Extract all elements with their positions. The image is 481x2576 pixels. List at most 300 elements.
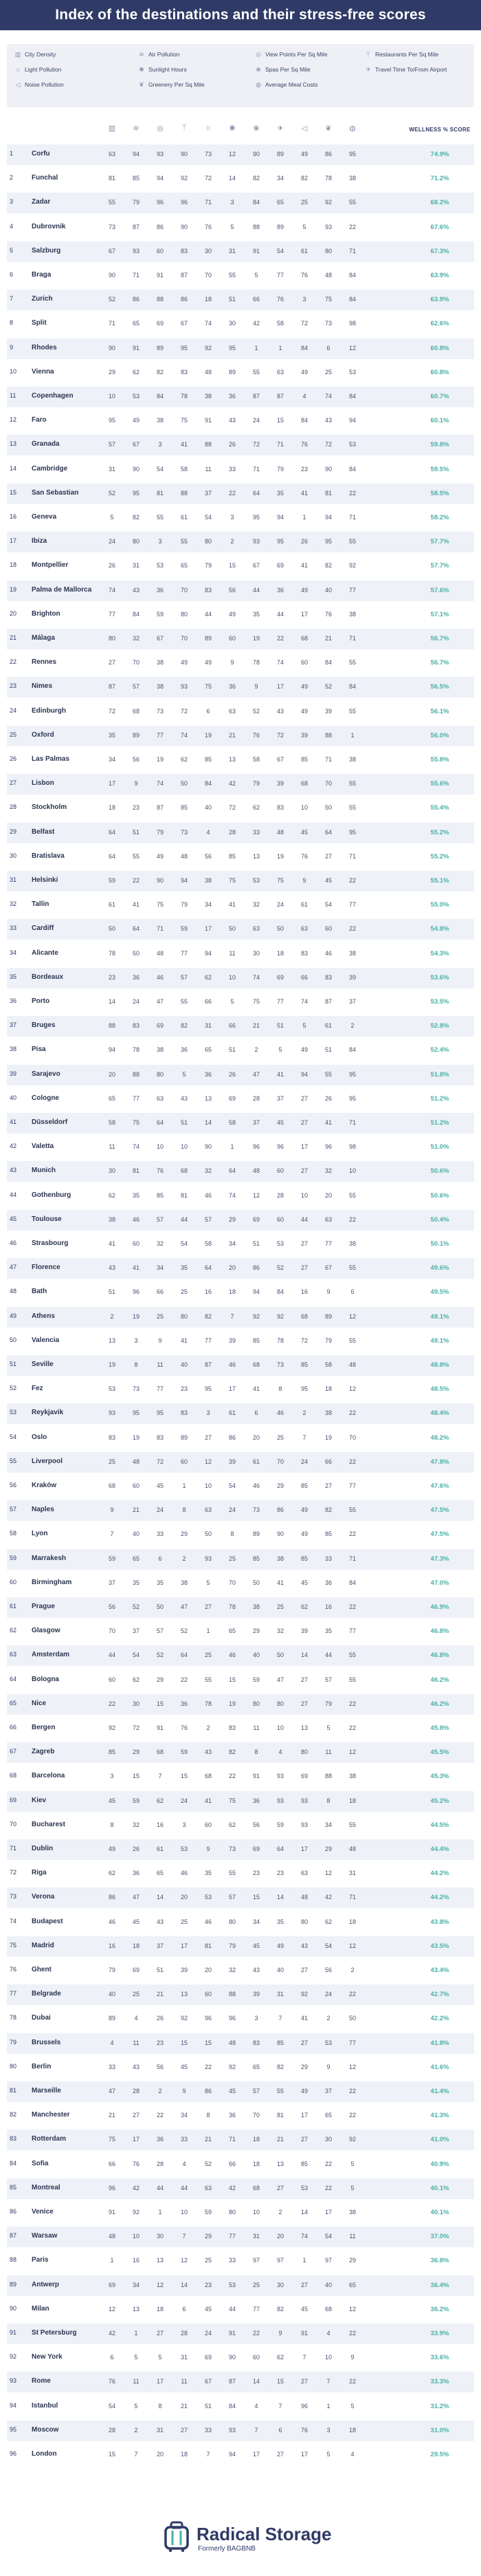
wellness-score: 53.6% [430,973,449,982]
metric-cell: 89 [252,1530,260,1538]
metric-cell: 38 [348,1773,356,1780]
table-row [7,1815,474,1836]
metric-cell: 95 [348,1094,356,1102]
city-name: Venice [32,2208,54,2216]
rank-cell: 49 [10,1312,17,1319]
metric-cell: 29 [324,1846,332,1852]
rank-cell: 38 [10,1046,17,1053]
rank-cell: 33 [10,924,17,932]
metric-cell: 41 [300,2015,308,2022]
metric-cell: 61 [108,901,115,909]
metric-cell: 49 [300,1046,308,1054]
metric-cell: 83 [276,804,284,812]
city-name: Porto [32,997,50,1005]
metric-cell: 6 [206,707,210,715]
city-name: Braga [32,271,52,279]
metric-cell: 91 [252,247,260,255]
metric-cell: 21 [156,1991,164,1998]
wellness-score: 60.8% [430,368,449,376]
metric-cell: 14 [156,1894,164,1901]
metric-cell: 53 [156,562,164,570]
metric-cell: 74 [300,998,308,1005]
metric-cell: 53 [108,1385,115,1393]
metric-cell: 5 [326,2451,331,2458]
metric-cell: 49 [300,683,308,691]
metric-cell: 86 [132,296,139,303]
metric-cell: 14 [300,2209,308,2216]
metric-cell: 80 [228,1918,236,1925]
city-name: Madrid [32,1941,54,1949]
city-name: Las Palmas [32,755,70,763]
metric-cell: 37 [252,1119,260,1126]
wellness-score: 58.2% [430,514,449,521]
wellness-score: 62.6% [430,320,449,328]
metric-cell: 85 [252,1555,260,1562]
metric-cell: 73 [108,223,115,230]
city-name: Budapest [32,1917,63,1925]
city-name: Dubai [32,2014,51,2022]
metric-cell: 25 [180,1288,188,1296]
table-row [7,508,474,528]
metric-cell: 61 [252,1458,260,1465]
city-name: Faro [32,416,47,424]
metric-cell: 41 [228,901,236,909]
rank-cell: 30 [10,852,17,859]
metric-cell: 22 [348,2088,356,2095]
metric-cell: 37 [132,1627,139,1635]
metric-cell: 95 [300,1385,308,1393]
metric-cell: 77 [180,949,188,957]
metric-cell: 49 [180,659,188,667]
rank-cell: 32 [10,900,17,908]
wellness-score: 46.2% [430,1700,449,1708]
metric-cell: 31 [132,562,139,570]
wellness-score: 44.2% [430,1894,449,1902]
metric-cell: 92 [252,1312,260,1320]
metric-cell: 77 [156,731,164,739]
metric-cell: 8 [158,2402,162,2410]
metric-cell: 74 [252,973,260,981]
metric-cell: 35 [156,1579,164,1586]
city-name: San Sebastian [32,488,79,497]
metric-cell: 86 [180,296,188,303]
metric-cell: 62 [180,756,188,763]
metric-cell: 9 [254,683,258,691]
metric-cell: 41 [300,489,308,497]
bulb-icon: ☼ [14,66,21,73]
metric-cell: 85 [300,1361,308,1368]
metric-cell: 74 [156,780,164,788]
table-row [7,2081,474,2102]
metric-cell: 94 [204,949,212,957]
metric-cell: 7 [230,1312,234,1320]
rank-cell: 67 [10,1748,17,1755]
metric-cell: 66 [228,2160,236,2167]
rank-cell: 1 [10,150,14,157]
wellness-score: 56.7% [430,659,449,667]
metric-cell: 14 [228,175,236,182]
metric-cell: 6 [158,1555,162,1562]
metric-cell: 97 [324,2257,332,2264]
metric-cell: 38 [348,1240,356,1247]
metric-cell: 12 [348,1385,356,1393]
metric-cell: 49 [276,1942,284,1949]
rank-cell: 80 [10,2062,17,2070]
metric-cell: 57 [252,2088,260,2095]
metric-cell: 17 [300,1143,308,1151]
wellness-score: 47.5% [430,1506,449,1515]
metric-cell: 3 [326,2426,331,2434]
metric-cell: 45 [180,2063,188,2070]
metric-cell: 31 [204,1022,212,1030]
metric-cell: 52 [324,683,332,691]
metric-cell: 34 [156,1264,164,1272]
metric-cell: 72 [300,1336,308,1344]
metric-cell: 37 [348,998,356,1005]
metric-cell: 4 [350,2451,355,2458]
metric-cell: 8 [326,1797,331,1804]
metric-cell: 66 [228,1022,236,1030]
metric-cell: 26 [156,2015,164,2022]
metric-cell: 46 [228,1361,236,1368]
metric-cell: 72 [156,1458,164,1465]
wellness-score: 46.8% [430,1627,449,1636]
metric-cell: 22 [348,2112,356,2119]
rank-cell: 17 [10,537,17,545]
rank-cell: 25 [10,730,17,738]
metric-cell: 17 [228,1385,236,1393]
metric-cell: 5 [326,1724,331,1731]
wellness-score: 47.0% [430,1579,449,1587]
metric-cell: 55 [228,1870,236,1877]
wellness-score: 36.2% [430,2305,449,2313]
metric-cell: 80 [108,635,115,642]
metric-cell: 15 [180,1773,188,1780]
metric-cell: 36 [276,586,284,594]
metric-cell: 1 [326,2402,331,2410]
metric-cell: 82 [132,514,139,521]
metric-cell: 95 [324,538,332,545]
metric-cell: 60 [324,925,332,933]
metric-cell: 88 [324,1773,332,1780]
metric-cell: 22 [348,1700,356,1707]
metric-cell: 14 [300,1652,308,1659]
metric-cell: 71 [132,272,139,279]
rank-cell: 91 [10,2329,17,2336]
metric-cell: 37 [276,1094,284,1102]
rank-cell: 19 [10,585,17,593]
wellness-score: 60.1% [430,417,449,425]
rank-cell: 48 [10,1288,17,1295]
metric-cell: 9 [182,2088,186,2095]
wellness-score: 33.9% [430,2330,449,2337]
coins-icon: ◍ [256,81,261,88]
metric-cell: 35 [252,610,260,618]
metric-cell: 17 [180,1942,188,1949]
rank-cell: 24 [10,706,17,714]
metric-cell: 71 [348,1119,356,1126]
metric-cell: 60 [204,1821,212,1828]
rank-cell: 73 [10,1893,17,1901]
metric-cell: 84 [348,296,356,303]
table-row [7,1379,474,1400]
metric-cell: 22 [348,489,356,497]
legend-label: Noise Pollution [25,81,64,88]
metric-cell: 24 [180,1797,188,1804]
metric-cell: 38 [348,175,356,182]
wellness-score: 57.7% [430,562,449,570]
metric-cell: 69 [108,2281,115,2288]
table-row [7,2227,474,2247]
metric-cell: 13 [204,1094,212,1102]
table-row [7,1718,474,1739]
metric-cell: 48 [204,368,212,376]
metric-cell: 79 [228,1942,236,1949]
metric-cell: 86 [228,1433,236,1441]
metric-cell: 48 [252,1167,260,1175]
table-row [7,1694,474,1715]
metric-cell: 41 [132,1264,139,1272]
bulb-icon: ☼ [204,124,212,132]
metric-cell: 11 [229,949,236,957]
metric-cell: 46 [204,1918,212,1925]
metric-cell: 27 [300,1167,308,1175]
brand-name: Radical Storage [197,2524,332,2544]
table-row [7,919,474,940]
metric-cell: 87 [252,393,260,400]
metric-cell: 67 [156,635,164,642]
metric-cell: 23 [132,804,139,812]
wellness-score: 58.5% [430,489,449,497]
metric-cell: 96 [324,1143,332,1151]
metric-cell: 57 [132,683,139,691]
metric-cell: 89 [228,368,236,376]
metric-cell: 38 [156,1046,164,1054]
legend-label: Travel Time To/From Airport [375,66,447,73]
metric-cell: 45 [204,2305,212,2313]
metric-cell: 91 [252,1773,260,1780]
metric-cell: 8 [206,2112,210,2119]
legend-label: Restaurants Per Sq Mile [375,51,439,58]
metric-cell: 77 [108,610,115,618]
city-name: Stockholm [32,803,67,812]
metric-cell: 49 [300,586,308,594]
wellness-score: 63.9% [430,272,449,279]
metric-cell: 53 [132,393,139,400]
rank-cell: 94 [10,2401,17,2409]
metric-cell: 60 [180,1458,188,1465]
rank-cell: 39 [10,1070,17,1077]
metric-cell: 63 [228,707,236,715]
title-band [0,0,481,30]
metric-cell: 34 [252,1918,260,1925]
metric-cell: 85 [300,1482,308,1489]
metric-cell: 56 [132,756,139,763]
rank-cell: 14 [10,464,17,472]
metric-cell: 74 [324,393,332,400]
metric-cell: 61 [156,1846,164,1852]
metric-cell: 44 [180,1215,188,1223]
metric-cell: 83 [180,247,188,255]
wellness-score: 46.2% [430,1676,449,1684]
rank-cell: 52 [10,1385,17,1392]
metric-cell: 2 [230,538,234,545]
metric-cell: 2 [278,2209,282,2216]
metric-cell: 53 [276,1240,284,1247]
metric-cell: 94 [156,175,164,182]
metric-cell: 61 [300,247,308,255]
metric-cell: 13 [156,2257,164,2264]
metric-cell: 19 [132,1312,139,1320]
metric-cell: 15 [204,2039,212,2046]
metric-cell: 41 [108,1240,115,1247]
metric-cell: 18 [348,2426,356,2434]
metric-cell: 93 [252,538,260,545]
table-row [7,193,474,213]
metric-cell: 59 [180,1749,188,1756]
metric-cell: 80 [252,1700,260,1707]
wellness-score-header: WELLNESS % SCORE [409,127,471,133]
city-name: Bergen [32,1724,56,1731]
metric-cell: 65 [348,2281,356,2288]
metric-cell: 5 [350,2184,355,2191]
metric-cell: 30 [276,2281,284,2288]
metric-cell: 76 [300,852,308,860]
metric-cell: 10 [180,2209,188,2216]
rank-cell: 53 [10,1409,17,1416]
metric-cell: 14 [108,998,115,1005]
city-name: Zagreb [32,1748,55,1756]
metric-cell: 56 [228,586,236,594]
table-row [7,653,474,673]
metric-cell: 89 [276,151,284,158]
metric-cell: 8 [182,1506,186,1514]
metric-cell: 22 [348,1991,356,1998]
rank-cell: 5 [10,246,14,254]
metric-cell: 38 [180,1579,188,1586]
metric-cell: 64 [108,828,115,836]
table-row [7,2178,474,2199]
metric-cell: 24 [108,538,115,545]
metric-cell: 80 [180,1312,188,1320]
metric-cell: 69 [252,1215,260,1223]
metric-cell: 55 [348,780,356,788]
table-row [7,1040,474,1061]
metric-cell: 22 [348,877,356,884]
metric-cell: 54 [132,1652,139,1659]
metric-cell: 26 [324,1094,332,1102]
metric-cell: 92 [348,2136,356,2143]
metric-cell: 88 [156,296,164,303]
metric-cell: 76 [300,441,308,448]
table-row [7,1065,474,1085]
metric-cell: 22 [348,1215,356,1223]
metric-cell: 41 [300,562,308,570]
rank-cell: 50 [10,1336,17,1343]
table-row [7,2130,474,2150]
metric-cell: 49 [300,1530,308,1538]
rank-cell: 11 [10,392,16,399]
metric-cell: 62 [228,1821,236,1828]
rank-cell: 82 [10,2111,17,2119]
rank-cell: 83 [10,2135,17,2143]
table-row [7,823,474,843]
metric-cell: 7 [182,2233,186,2240]
metric-cell: 5 [278,1046,282,1054]
metric-cell: 60 [252,2354,260,2361]
metric-cell: 8 [278,1385,282,1393]
metric-cell: 84 [348,683,356,691]
metric-cell: 86 [324,151,332,158]
metric-cell: 1 [350,731,355,739]
metric-cell: 53 [324,2039,332,2046]
metric-cell: 40 [180,1361,188,1368]
metric-cell: 81 [108,175,115,182]
metric-cell: 49 [204,659,212,667]
metric-cell: 76 [132,2160,139,2167]
table-row [7,1234,474,1255]
metric-cell: 28 [156,2160,164,2167]
metric-cell: 77 [156,1385,164,1393]
metric-cell: 74 [132,1143,139,1151]
metric-cell: 58 [324,1361,332,1368]
metric-cell: 66 [156,1288,164,1296]
metric-cell: 10 [180,1143,188,1151]
metric-cell: 14 [252,2378,260,2385]
table-row [7,871,474,891]
metric-cell: 6 [110,2354,114,2361]
metric-cell: 48 [348,1846,356,1852]
metric-cell: 3 [230,199,234,206]
metric-cell: 77 [348,2039,356,2046]
metric-cell: 84 [348,1579,356,1586]
metric-cell: 1 [278,344,282,351]
rank-cell: 41 [10,1118,17,1125]
rank-cell: 3 [10,198,14,206]
metric-cell: 94 [252,1288,260,1296]
table-row [7,241,474,262]
metric-cell: 92 [132,2209,139,2216]
metric-cell: 54 [108,2402,115,2410]
wellness-score: 63.9% [430,296,449,304]
metric-cell: 78 [252,659,260,667]
metric-cell: 47 [180,1603,188,1610]
metric-cell: 19 [132,1433,139,1441]
metric-cell: 95 [348,1070,356,1078]
metric-cell: 84 [324,659,332,667]
metric-cell: 31 [156,2426,164,2434]
metric-cell: 69 [228,1094,236,1102]
metric-cell: 31 [228,247,236,255]
metric-cell: 89 [108,2015,115,2022]
metric-cell: 56 [156,2063,164,2070]
rank-cell: 16 [10,513,17,520]
metric-cell: 28 [108,2426,115,2434]
city-name: Málaga [32,634,55,642]
metric-cell: 29 [180,1530,188,1538]
metric-cell: 94 [276,514,284,521]
metric-cell: 9 [350,2354,355,2361]
city-name: Fez [32,1385,43,1393]
metric-cell: 60 [132,1482,139,1489]
wellness-score: 57.7% [430,538,449,546]
metric-cell: 5 [302,223,306,230]
metric-cell: 57 [156,1215,164,1223]
metric-cell: 46 [156,973,164,981]
table-row [7,290,474,310]
table-row [7,338,474,359]
metric-cell: 90 [180,151,188,158]
